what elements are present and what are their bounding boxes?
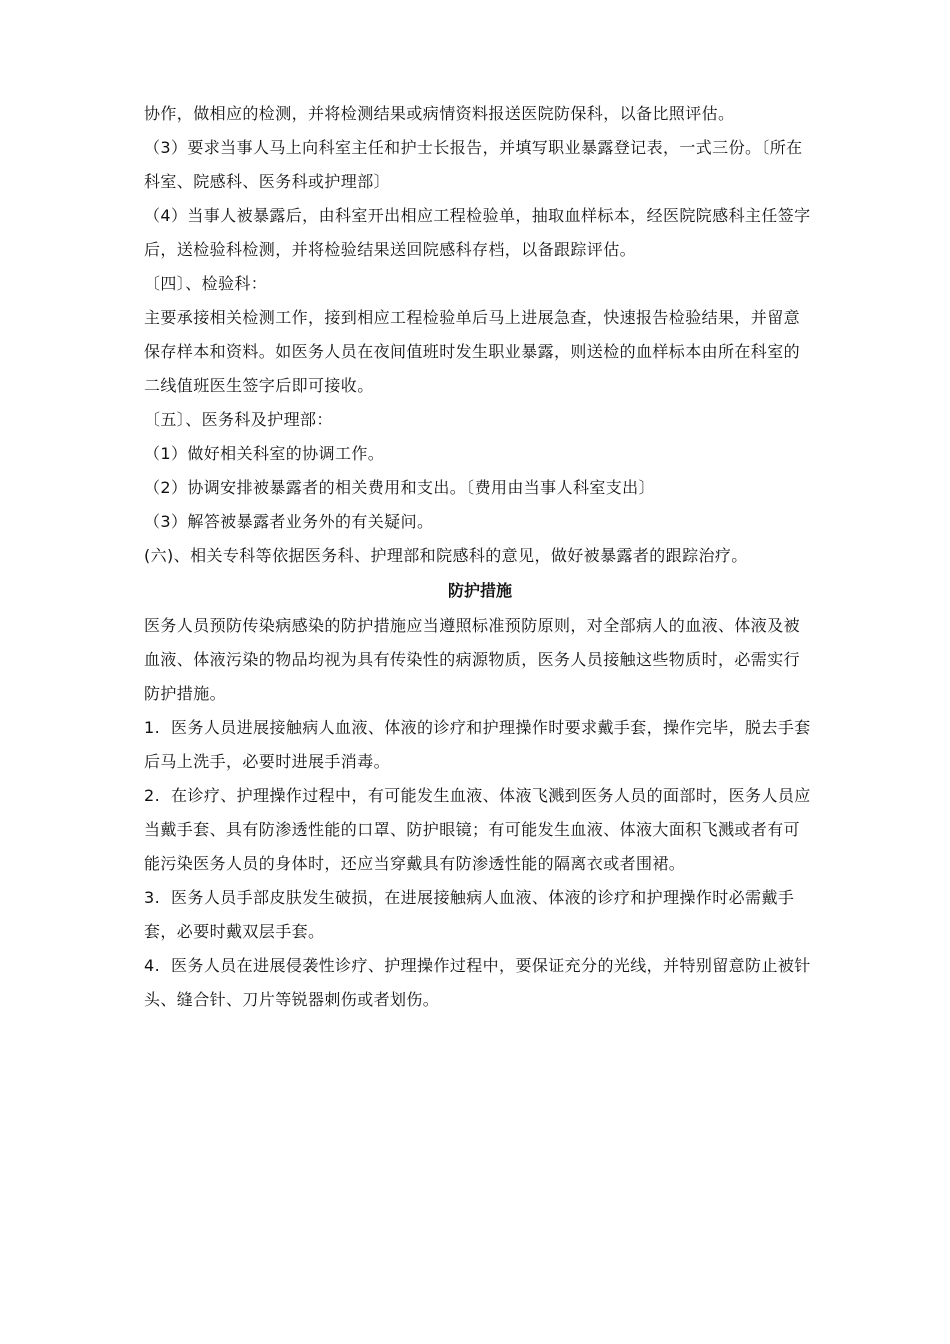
paragraph: 主要承接相关检测工作，接到相应工程检验单后马上进展急查，快速报告检验结果，并留意保存样本和资料。如医务人员在夜间值班时发生职业暴露，则送检的血样标本由所在科室的二线值班医生签字后即可接收。: [144, 308, 801, 395]
list-item: 4. 医务人员在进展侵袭性诊疗、护理操作过程中，要保证充分的光线，并特别留意防止被针头、缝合针、刀片等锐器刺伤或者划伤。: [144, 956, 811, 1009]
subheading: 〔五〕、医务科及护理部：: [144, 410, 333, 429]
paragraph: 协作，做相应的检测，并将检测结果或病情资料报送医院防保科，以备比照评估。: [144, 104, 735, 123]
paragraph: （4）当事人被暴露后，由科室开出相应工程检验单，抽取血样标本，经医院院感科主任签字后，送检验科检测，并将检验结果送回院感科存档，以备跟踪评估。: [144, 206, 811, 259]
paragraph: (六)、相关专科等依据医务科、护理部和院感科的意见，做好被暴露者的跟踪治疗。: [144, 546, 748, 565]
section-title: 防护措施: [447, 581, 512, 600]
subheading: 〔四〕、检验科：: [144, 274, 268, 293]
list-item: 3. 医务人员手部皮肤发生破损，在进展接触病人血液、体液的诊疗和护理操作时必需戴手套，必要时戴双层手套。: [144, 888, 795, 941]
list-item: （3）解答被暴露者业务外的有关疑问。: [144, 512, 434, 531]
list-item: （2）协调安排被暴露者的相关费用和支出。〔费用由当事人科室支出〕: [144, 478, 655, 497]
list-item: 2. 在诊疗、护理操作过程中，有可能发生血液、体液飞溅到医务人员的面部时，医务人员应当戴手套、具有防渗透性能的口罩、防护眼镜；有可能发生血液、体液大面积飞溅或者有可能污染医务人员的身体时，还应当穿戴具有防渗透性能的隔离衣或者围裙。: [144, 786, 811, 873]
document-page: [144, 97, 816, 1017]
paragraph: 医务人员预防传染病感染的防护措施应当遵照标准预防原则，对全部病人的血液、体液及被血液、体液污染的物品均视为具有传染性的病源物质，医务人员接触这些物质时，必需实行防护措施。: [144, 616, 801, 703]
list-item: 1. 医务人员进展接触病人血液、体液的诊疗和护理操作时要求戴手套，操作完毕，脱去手套后马上洗手，必要时进展手消毒。: [144, 718, 811, 771]
paragraph: （3）要求当事人马上向科室主任和护士长报告，并填写职业暴露登记表，一式三份。〔所在科室、院感科、医务科或护理部〕: [144, 138, 803, 191]
list-item: （1）做好相关科室的协调工作。: [144, 444, 385, 463]
